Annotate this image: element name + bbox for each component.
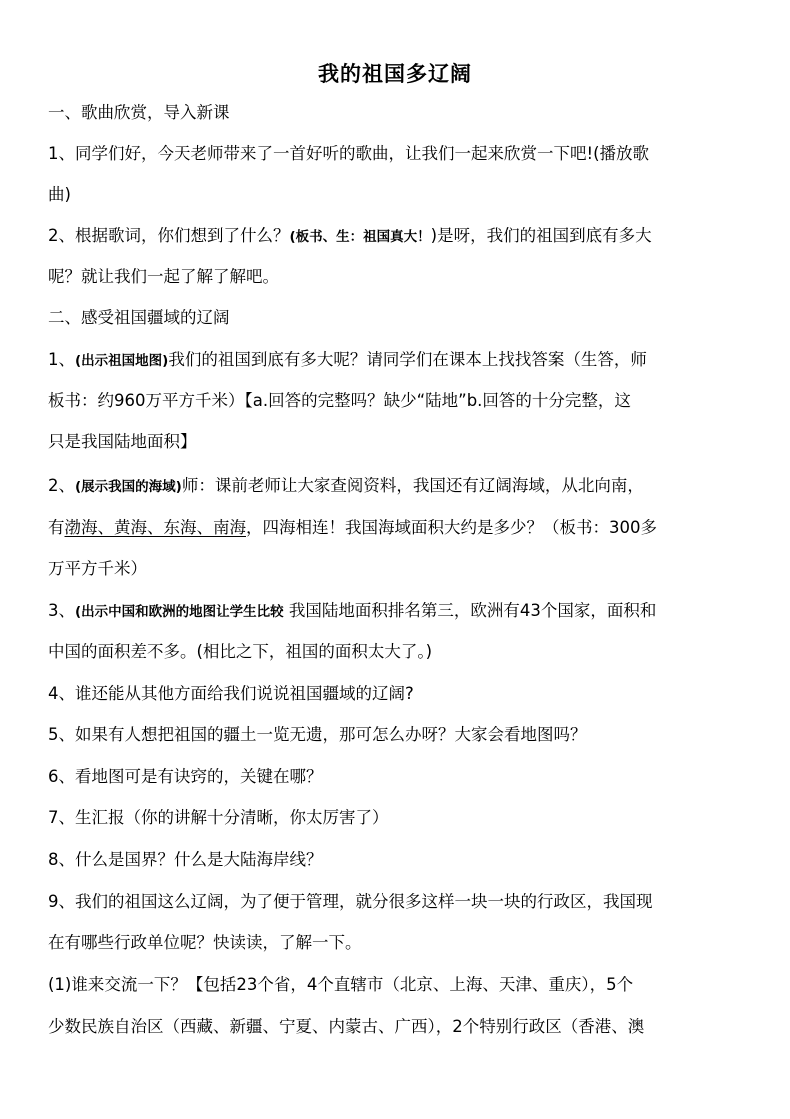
item-2-text: 师：课前老师让大家查阅资料，我国还有辽阔海域，从北向南， [181,476,644,495]
item-2-note: (展示我国的海域) [75,479,182,495]
item-1-note: (出示祖国地图) [75,353,169,369]
section-heading-1: 一、歌曲欣赏，导入新课 [48,103,230,122]
item-2-number: 2、 [48,476,75,495]
page-title: 我的祖国多辽阔 [318,62,472,86]
item-6: 6、看地图可是有诀窍的，关键在哪？ [48,767,323,786]
item-2-line-2 [48,507,748,548]
item-3-line-2: 中国的面积差不多。(相比之下，祖国的面积太大了。) [48,642,433,661]
item-9-1-line-2: 少数民族自治区（西藏、新疆、宁夏、内蒙古、广西），2个特别行政区（香港、澳 [48,1017,645,1036]
item-1-line-1 [48,339,748,382]
sea-nanhai: 南海 [213,518,246,537]
p2-text-a: 2、根据歌词，你们想到了什么？ [48,226,290,245]
item-9-line-1: 9、我们的祖国这么辽阔，为了便于管理，就分很多这样一块一块的行政区，我国现 [48,892,653,911]
item-7: 7、生汇报（你的讲解十分清晰，你太厉害了） [48,808,389,827]
paragraph-1-line-2: 曲) [48,185,71,204]
item-3-line-1 [48,590,748,633]
sea-bohai: 渤海 [64,518,98,537]
sea-donghai: 东海 [163,518,197,537]
item-3-note: (出示中国和欧洲的地图让学生比较 [75,604,284,620]
sea-separator: 、 [196,518,213,537]
item-1-text: 我们的祖国到底有多大呢？请同学们在课本上找找答案（生答，师 [168,350,647,369]
item-9-1-line-1: (1)谁来交流一下？【包括23个省，4个直辖市（北京、上海、天津、重庆），5个 [48,975,634,994]
section-heading-2: 二、感受祖国疆域的辽阔 [48,308,230,327]
item-1-number: 1、 [48,350,75,369]
p2-board-note: (板书、生：祖国真大！ [289,229,431,245]
sea-separator: 、 [97,518,114,537]
item-4: 4、谁还能从其他方面给我们说说祖国疆域的辽阔? [48,684,414,703]
item-3-number: 3、 [48,601,75,620]
item-1-line-2: 板书：约960万平方千米）【a.回答的完整吗？缺少“陆地”b.回答的十分完整，这 [48,391,631,410]
item-3-text: 我国陆地面积排名第三，欧洲有43个国家，面积和 [283,601,657,620]
paragraph-1-line-1: 1、同学们好，今天老师带来了一首好听的歌曲，让我们一起来欣赏一下吧!(播放歌 [48,144,650,163]
paragraph-2-line-2: 呢？就让我们一起了解了解吧。 [48,267,279,286]
item-2-pre: 有 [48,518,65,537]
p2-text-b: )是呀，我们的祖国到底有多大 [430,226,652,245]
item-1-line-3: 只是我国陆地面积】 [48,432,197,451]
item-2-line-3: 万平方千米） [48,559,147,578]
sea-huanghai: 黄海 [114,518,147,537]
paragraph-2-line-1 [48,215,748,258]
item-8: 8、什么是国界？什么是大陆海岸线？ [48,850,323,869]
sea-separator: 、 [147,518,164,537]
item-9-line-2: 在有哪些行政单位呢？快读读，了解一下。 [48,933,362,952]
item-5: 5、如果有人想把祖国的疆土一览无遗，那可怎么办呀？大家会看地图吗？ [48,725,587,744]
item-2-post: ，四海相连！我国海域面积大约是多少？（板书：300多 [246,518,657,537]
item-2-line-1 [48,465,748,508]
